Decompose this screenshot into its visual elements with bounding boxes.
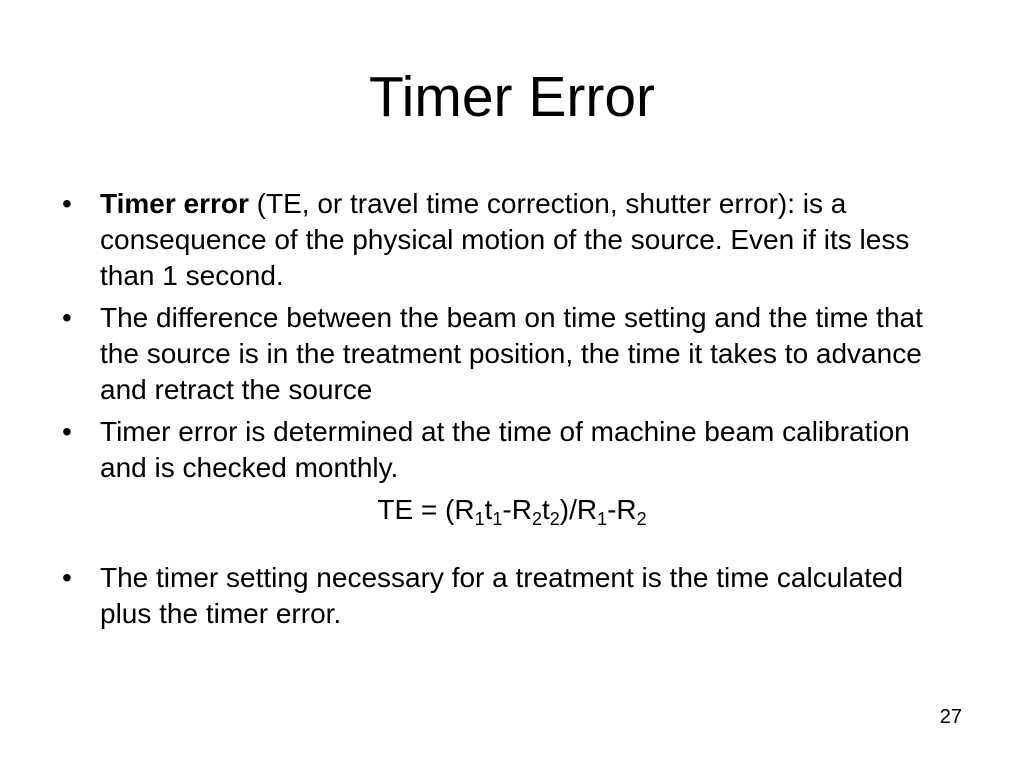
bullet-item xyxy=(62,186,962,294)
bullet-item xyxy=(62,560,962,632)
bullet-body: (TE, or travel time correction, shutter error): is a consequence of the physical motion of the source. Even if its less than 1 second. xyxy=(100,188,910,291)
page-number: 27 xyxy=(939,706,962,728)
bullet-text: The timer setting necessary for a treatment is the time calculated plus the timer error. xyxy=(100,562,904,629)
bullet-marker: • xyxy=(62,302,72,333)
slide-title: Timer Error xyxy=(368,65,656,129)
bullet-text xyxy=(100,188,909,291)
bullet-marker: • xyxy=(62,188,72,219)
bullet-term: Timer error xyxy=(100,188,249,219)
bullet-list xyxy=(62,186,962,638)
bullet-marker: • xyxy=(62,416,72,447)
bullet-marker: • xyxy=(62,562,72,593)
bullet-text: Timer error is determined at the time of machine beam calibration and is checked monthly. xyxy=(100,416,910,483)
bullet-item xyxy=(62,300,962,408)
bullet-item xyxy=(62,414,962,486)
bullet-text: The difference between the beam on time setting and the time that the source is in the treatment position, the time it takes to advance and retract the source xyxy=(100,302,923,405)
timer-error-formula: TE = $(R_1t_1-R_2t_2)/R_1-R_2$ xyxy=(377,494,647,529)
